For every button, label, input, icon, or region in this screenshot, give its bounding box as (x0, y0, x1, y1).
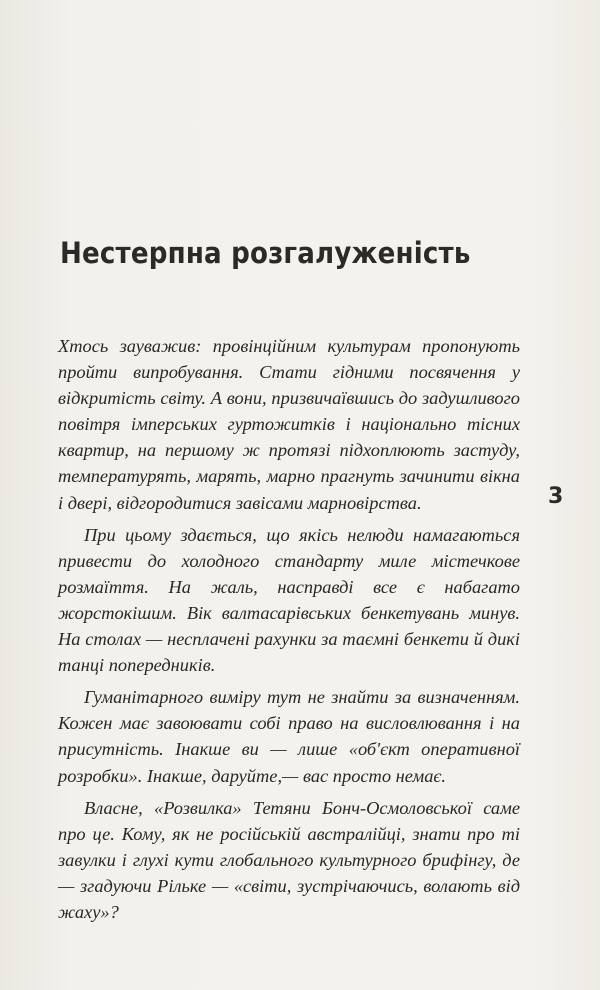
paragraph-3: Гуманітарного виміру тут не знайти за визначенням. Кожен має завоювати собі право на висловлювання і на присутність. Інакше ви — лише «об'єкт оперативної розробки». Інакше, даруйте,— вас просто немає. (58, 687, 520, 786)
body-text (58, 333, 520, 931)
paragraph-4: Власне, «Розвилка» Тетяни Бонч-Осмоловської саме про це. Кому, як не російській австралійці, знати про ті завулки і глухі кути глобального культурного брифінгу, де — згадуючи Рільке — «світи, зустрічаючись, волають від жаху»? (58, 797, 520, 922)
side-page-number: 3 (548, 484, 564, 509)
chapter-title: Нестерпна розгалуженість (60, 236, 471, 270)
paragraph-2: При цьому здається, що якісь нелюди намагаються привести до холодного стандарту миле містечкове розмаїття. На жаль, насправді все є набагато жорстокішим. Вік валтасарівських бенкетувань минув. На столах — несплачені рахунки за таємні бенкети й дикі танці попередників. (58, 524, 520, 676)
paragraph-1: Хтось зауважив: провінційним культурам пропонують пройти випробування. Стати гідними посвячення у відкритість світу. А вони, призвичаївшись до задушливого повітря імперських гуртожитків і національно тісних квартир, на першому ж протязі підхоплюють застуду, температурять, марять, марно прагнуть зачинити вікна і двері, відгородитися завісами марновірства. (58, 336, 520, 513)
